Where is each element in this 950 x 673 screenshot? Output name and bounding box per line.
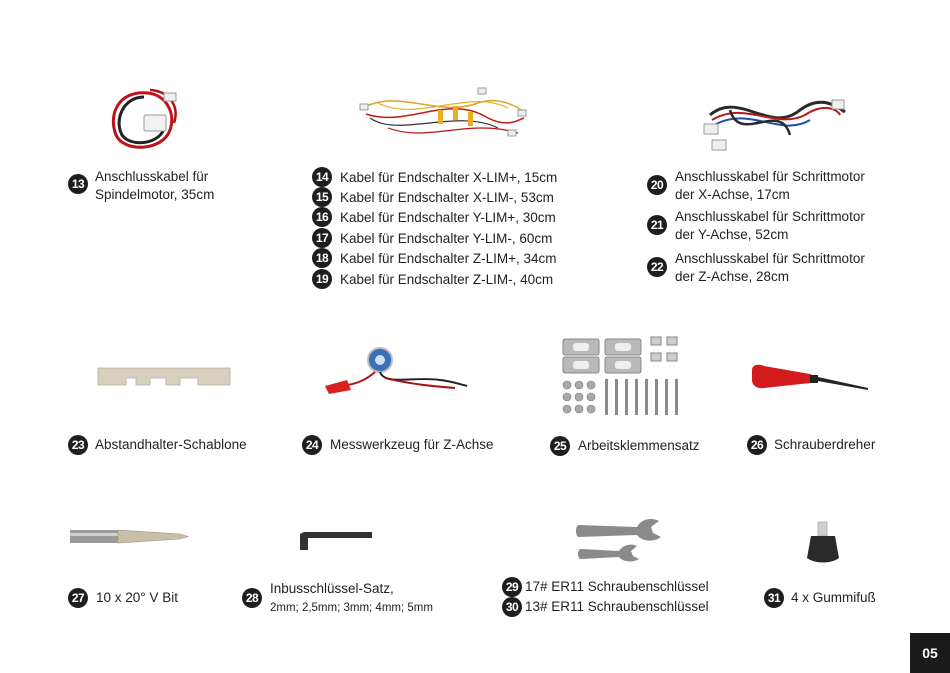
item-number-badge: 13: [68, 174, 88, 194]
item-label-endstop-x-minus: Kabel für Endschalter X-LIM-, 53cm: [340, 190, 554, 205]
item-number-badge: 19: [312, 269, 332, 289]
screwdriver-image: [750, 362, 875, 392]
stepper-motor-cables-image: [700, 90, 850, 155]
spindle-motor-cable-image: [108, 85, 188, 155]
item-label-wrench-17: 17# ER11 Schraubenschlüssel: [525, 579, 709, 594]
item-label-endstop-y-plus: Kabel für Endschalter Y-LIM+, 30cm: [340, 210, 556, 225]
item-label-rubber-feet: 4 x Gummifuß: [791, 590, 876, 605]
clamp-set-image: [555, 335, 705, 420]
item-label-z-axis-probe: Messwerkzeug für Z-Achse: [330, 437, 494, 452]
item-number-badge: 24: [302, 435, 322, 455]
item-number-badge: 23: [68, 435, 88, 455]
z-axis-probe-image: [325, 346, 470, 401]
item-number-badge: 28: [242, 588, 262, 608]
item-label-stepper-x: Anschlusskabel für Schrittmotor der X-Achse, 17cm: [675, 169, 865, 202]
item-label-endstop-z-plus: Kabel für Endschalter Z-LIM+, 34cm: [340, 251, 557, 266]
item-number-badge: 18: [312, 248, 332, 268]
item-number-badge: 30: [502, 597, 522, 617]
item-number-badge: 22: [647, 257, 667, 277]
item-number-badge: 15: [312, 187, 332, 207]
item-label-hex-key-set: Inbusschlüssel-Satz, 2mm; 2,5mm; 3mm; 4mm; 5mm: [270, 581, 433, 614]
item-number-badge: 29: [502, 577, 522, 597]
item-number-badge: 20: [647, 175, 667, 195]
item-number-badge: 17: [312, 228, 332, 248]
rubber-foot-image: [803, 520, 843, 565]
item-number-badge: 25: [550, 436, 570, 456]
item-number-badge: 27: [68, 588, 88, 608]
item-label-clamp-set: Arbeitsklemmensatz: [578, 438, 700, 453]
item-label-spindle-cable: Anschlusskabel für Spindelmotor, 35cm: [95, 169, 215, 202]
hex-key-set-image: [298, 526, 378, 556]
v-bit-image: [70, 527, 190, 547]
item-number-badge: 31: [764, 588, 784, 608]
item-label-endstop-z-minus: Kabel für Endschalter Z-LIM-, 40cm: [340, 272, 554, 287]
item-number-badge: 16: [312, 207, 332, 227]
item-number-badge: 26: [747, 435, 767, 455]
spacer-template-image: [98, 368, 233, 388]
endstop-cables-image: [358, 88, 528, 148]
item-label-v-bit: 10 x 20° V Bit: [96, 590, 178, 605]
item-label-stepper-z: Anschlusskabel für Schrittmotor der Z-Achse, 28cm: [675, 251, 865, 284]
er11-wrenches-image: [575, 515, 665, 565]
item-label-wrench-13: 13# ER11 Schraubenschlüssel: [525, 599, 709, 614]
item-number-badge: 14: [312, 167, 332, 187]
item-label-spacer-template: Abstandhalter-Schablone: [95, 437, 247, 452]
item-label-screwdriver: Schrauberdreher: [774, 437, 876, 452]
item-label-endstop-y-minus: Kabel für Endschalter Y-LIM-, 60cm: [340, 231, 553, 246]
item-number-badge: 21: [647, 215, 667, 235]
page-number: 05: [910, 633, 950, 673]
item-label-endstop-x-plus: Kabel für Endschalter X-LIM+, 15cm: [340, 170, 558, 185]
item-label-stepper-y: Anschlusskabel für Schrittmotor der Y-Achse, 52cm: [675, 209, 865, 242]
